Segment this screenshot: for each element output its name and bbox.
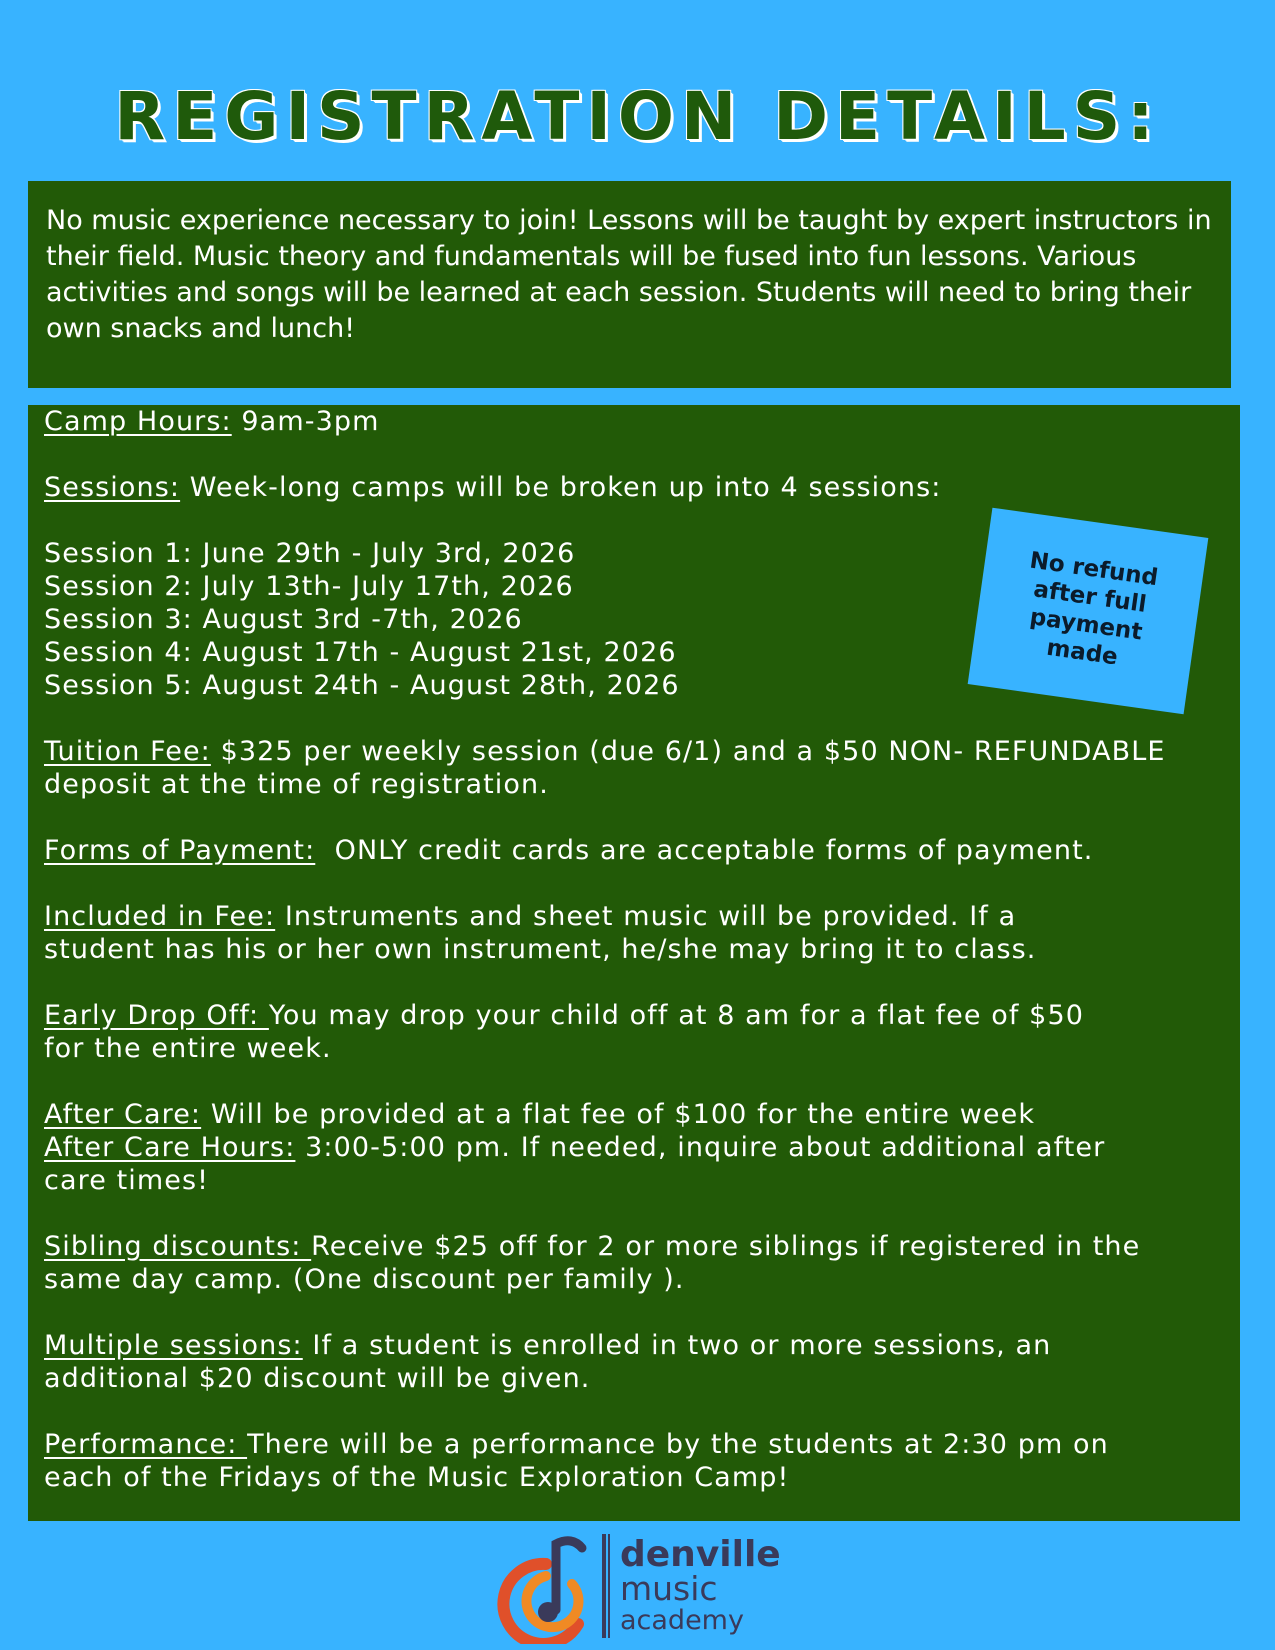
performance-value-line1: There will be a performance by the students at 2:30 pm on (247, 1429, 1109, 1460)
multiple-row (44, 1329, 1240, 1362)
included-value-line2: student has his or her own instrument, he/she may bring it to class. (44, 934, 1037, 965)
logo-line-music: music (620, 1569, 718, 1608)
after-care-label: After Care: (44, 1099, 202, 1130)
performance-row (44, 1428, 1240, 1461)
included-value-line1: Instruments and sheet music will be provided. If a (275, 901, 1017, 932)
after-care-hours-line2: care times! (44, 1165, 210, 1196)
sibling-value-line2: same day camp. (One discount per family ). (44, 1264, 685, 1295)
after-care-hours-line1: 3:00-5:00 pm. If needed, inquire about additional after (295, 1132, 1106, 1163)
session-item: Session 2: July 13th- July 17th, 2026 (44, 571, 574, 602)
sessions-label: Sessions: (44, 472, 181, 503)
logo-wordmark (620, 1534, 781, 1637)
sessions-value: Week-long camps will be broken up into 4 sessions: (180, 472, 942, 503)
intro-panel (28, 181, 1231, 388)
session-item: Session 5: August 24th - August 28th, 2026 (44, 670, 680, 701)
no-refund-text: No refund after full payment made (1028, 547, 1160, 671)
camp-hours-row (44, 405, 1240, 438)
after-care-hours-label: After Care Hours: (44, 1132, 296, 1163)
music-note-logo-icon (484, 1532, 614, 1644)
sessions-row (44, 471, 1240, 504)
intro-text: No music experience necessary to join! Lessons will be taught by expert instructors in their field. Music theory and fundamentals will be fused into fun lessons. Various activities and songs will be learned at each session. Students will need to bring their own snacks and lunch! (46, 205, 1212, 344)
tuition-value-line2: deposit at the time of registration. (44, 769, 549, 800)
performance-value-line2: each of the Fridays of the Music Exploration Camp! (44, 1462, 790, 1493)
session-item: Session 1: June 29th - July 3rd, 2026 (44, 538, 576, 569)
multiple-value-line2: additional $20 discount will be given. (44, 1363, 591, 1394)
session-item: Session 3: August 3rd -7th, 2026 (44, 604, 523, 635)
after-care-value: Will be provided at a flat fee of $100 for the entire week (201, 1099, 1036, 1130)
multiple-value-line1: If a student is enrolled in two or more sessions, an (302, 1330, 1052, 1361)
camp-hours-value: 9am-3pm (231, 406, 380, 437)
early-drop-value-line2: for the entire week. (44, 1033, 332, 1064)
sibling-row (44, 1230, 1240, 1263)
no-refund-note (968, 508, 1209, 715)
logo-line-denville: denville (620, 1534, 781, 1575)
tuition-value-line1: $325 per weekly session (due 6/1) and a $50 NON- REFUNDABLE (210, 736, 1166, 767)
page-title: REGISTRATION DETAILS: (114, 78, 1161, 155)
payment-label: Forms of Payment: (44, 835, 316, 866)
after-care-hours-row (44, 1131, 1240, 1164)
academy-logo (484, 1532, 804, 1644)
early-drop-row (44, 999, 1240, 1032)
tuition-label: Tuition Fee: (44, 736, 211, 767)
after-care-row (44, 1098, 1240, 1131)
sibling-label: Sibling discounts: (44, 1231, 312, 1262)
payment-value: ONLY credit cards are acceptable forms of payment. (315, 835, 1094, 866)
included-row (44, 900, 1240, 933)
logo-line-academy: academy (620, 1605, 744, 1636)
sibling-value-line1: Receive $25 off for 2 or more siblings if registered in the (311, 1231, 1141, 1262)
early-drop-label: Early Drop Off: (44, 1000, 269, 1031)
payment-row (44, 834, 1240, 867)
session-item: Session 4: August 17th - August 21st, 2026 (44, 637, 677, 668)
included-label: Included in Fee: (44, 901, 276, 932)
multiple-label: Multiple sessions: (44, 1330, 303, 1361)
early-drop-value-line1: You may drop your child off at 8 am for a flat fee of $50 (268, 1000, 1085, 1031)
performance-label: Performance: (44, 1429, 248, 1460)
tuition-row (44, 735, 1240, 768)
camp-hours-label: Camp Hours: (44, 406, 232, 437)
